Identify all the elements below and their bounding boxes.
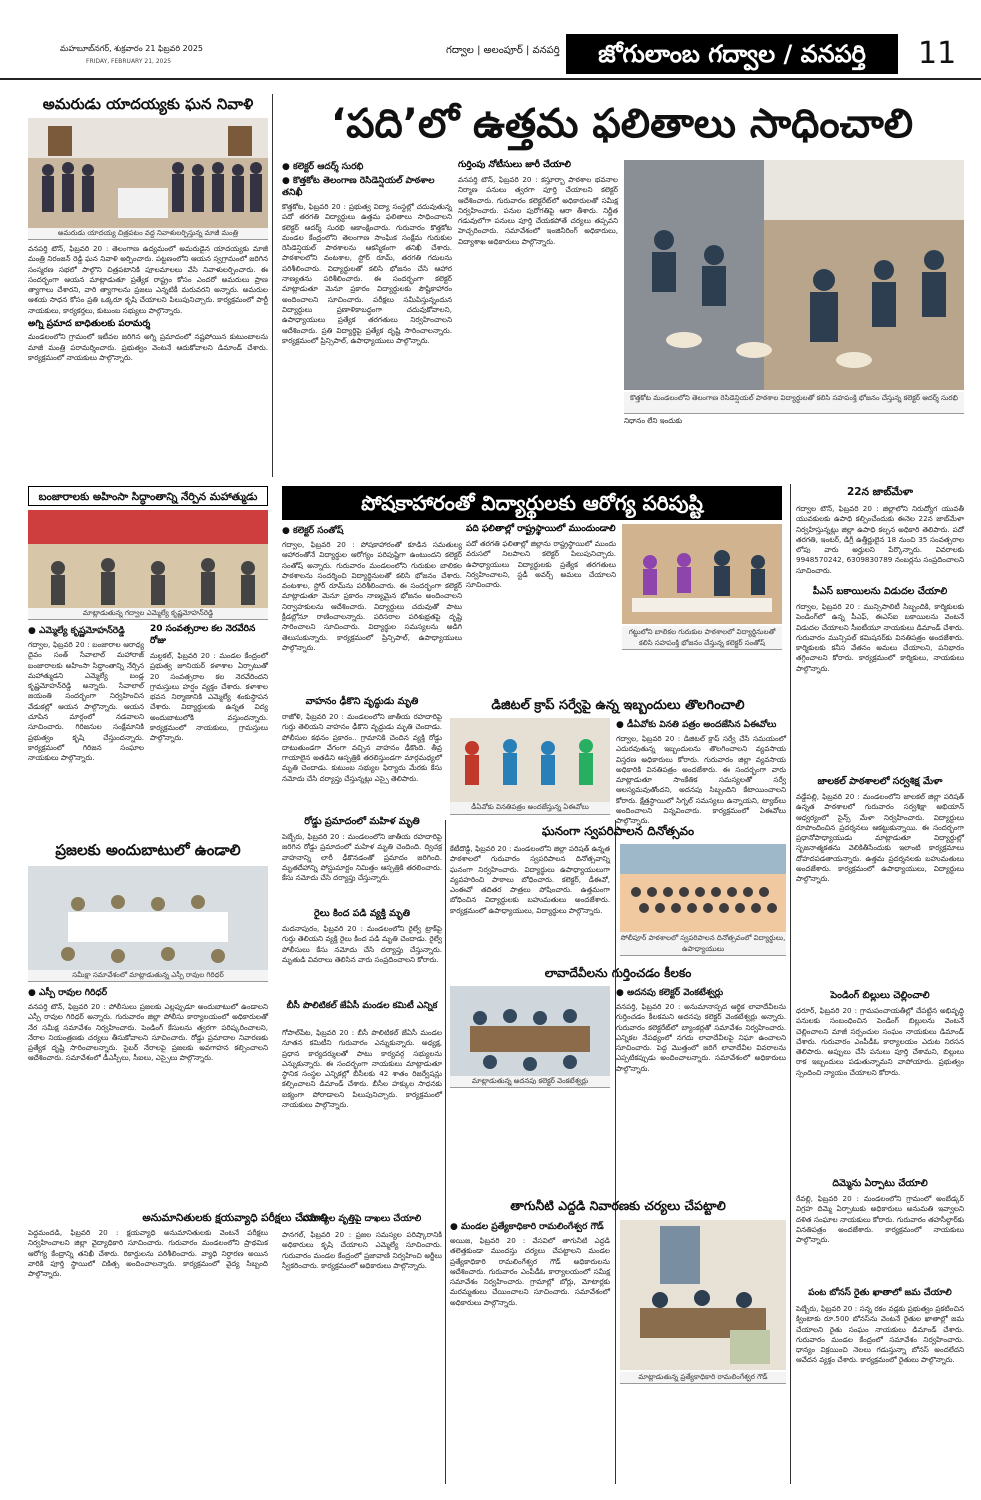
article-text: మల్దకల్‌, ఫిబ్రవరి 20 : మండల కేంద్రంలో ప్రభుత్వ జూనియర్‌ కళాశాల ఏర్పాటుతో 20 సంవత్సరాల కల నెరవేరిందని గ్రామస్తులు హర్షం వ్యక్తం చేశారు. కళాశాల భవన నిర్మాణానికి ఎమ్మెల్యే శంకుస్థాపన చేశారు. విద్యార్థులకు ఉన్నత విద్య అందుబాటులోకి వస్తుందన్నారు. కార్యక్రమంలో నాయకులు, గ్రామస్తులు పాల్గొన్నారు. [150,651,268,743]
article-text: గద్వాల, ఫిబ్రవరి 20 : పోషకాహారంతో కూడిన సమతుల్య ఆహారంతోనే విద్యార్థుల ఆరోగ్యం పరిపుష్టిగా ఉంటుందని కలెక్టర్‌ సంతోష్‌ అన్నారు. గురువారం మండలంలోని గురుకుల బాలికల పాఠశాలను సందర్శించి విద్యార్థినులతో కలిసి భోజనం చేశారు. వంటశాల, స్టోర్‌ రూమ్‌ను పరిశీలించారు. ఈ సందర్భంగా కలెక్టర్‌ మాట్లాడుతూ మెనూ ప్రకారం నాణ్యమైన భోజనం అందించాలని నిర్వాహకులను ఆదేశించారు. విద్యార్థులు చదువుతో పాటు క్రీడల్లోనూ రాణించాలన్నారు. పరిసరాల పరిశుభ్రతపై దృష్టి సారించాలని సూచించారు. విద్యార్థుల సమస్యలను అడిగి తెలుసుకున్నారు. కార్యక్రమంలో ప్రిన్సిపాల్‌, ఉపాధ్యాయులు పాల్గొన్నారు. [282,540,462,652]
headline: 22న జాబ్‌మేళా [846,486,914,498]
prajalaku-photo [28,866,268,970]
headline: పంట బోనస్‌ రైతు ఖాతాలో జమ చేయాలి [808,1288,952,1298]
banjara-photo [28,510,268,608]
taguneeti-caption: మాట్లాడుతున్న ప్రత్యేకాధికారి రామలింగేశ్వర గౌడ్‌ [620,1372,786,1384]
ghanam-headline-block [450,822,786,840]
dimmenu-headline-block [796,1178,964,1192]
poshaka-headline: పోషకాహారంతో విద్యార్థులకు ఆరోగ్య పరిపుష్టి [282,486,782,520]
bullet-text: డీఏవోకు వినతి పత్రం అందజేసిన ఏఈవోలు [627,720,777,730]
pending-headline-block [796,990,964,1004]
page-number: 11 [918,36,957,71]
taguneeti-col [450,1220,610,1482]
masthead [0,0,981,80]
bc-headline-block [282,1000,442,1026]
padi-photo-label [624,416,964,478]
roddu-body: పెబ్బేరు, ఫిబ్రవరి 20 : మండలంలోని జాతీయ రహదారిపై జరిగిన రోడ్డు ప్రమాదంలో మహిళ మృతి చెందింది. ద్విచక్ర వాహనాన్ని లారీ ఢీకొనడంతో ప్రమాదం జరిగింది. మృతదేహాన్ని పోస్టుమార్టం నిమిత్తం ఆస్పత్రికి తరలించారు. కేసు నమోదు చేసి దర్యాప్తు చేస్తున్నారు. [282,832,442,883]
lavadevi-col [616,986,786,1086]
panta-headline-block [796,1288,964,1302]
banjara-col1 [28,624,144,834]
headline: డిజిటల్‌ క్రాప్‌ సర్వేపై ఉన్న ఇబ్బందులు తొలగించాలి [491,698,745,713]
bullet-text: కలెక్టర్‌ ఆదర్శ్‌ సురభి [293,162,364,172]
digital-col [616,718,786,826]
amarudu-body [28,244,268,476]
peesh-headline-block [796,586,964,600]
bullet-text: అదనపు కలెక్టర్‌ వెంకటేశ్వర్లు [627,988,724,998]
main-headline: ‘పది’లో ఉత్తమ ఫలితాలు సాధించాలి [330,101,914,147]
padi-bullet-2: ● కొత్తకోట తెలంగాణ రెసిడెన్షియల్‌ పాఠశాల తనిఖీ [282,176,435,198]
panta-body: పెబ్బేరు, ఫిబ్రవరి 20 : సన్న రకం వడ్లకు ప్రభుత్వం ప్రకటించిన క్వింటాకు రూ.500 బోనస్‌ను వెంటనే రైతుల ఖాతాల్లో జమ చేయాలని రైతు సంఘం నాయకులు డిమాండ్‌ చేశారు. గురువారం మండల కేంద్రంలో సమావేశం నిర్వహించారు. ధాన్యం విక్రయించి నెలలు గడుస్తున్నా బోనస్‌ అందలేదని ఆవేదన వ్యక్తం చేశారు. కార్యక్రమంలో రైతులు పాల్గొన్నారు. [796,1304,964,1365]
janjabi-body: గద్వాల టౌన్‌, ఫిబ్రవరి 20 : జిల్లాలోని నిరుద్యోగ యువతీ యువకులకు ఉపాధి కల్పించేందుకు ఈనెల 22న జాబ్‌మేళా నిర్వహిస్తున్నట్లు జిల్లా ఉపాధి కల్పన అధికారి తెలిపారు. పదో తరగతి, ఇంటర్‌, డిగ్రీ ఉత్తీర్ణులైన 18 నుంచి 35 సంవత్సరాల లోపు వారు అర్హులని పేర్కొన్నారు. వివరాలకు 9948570242, 6309830789 నంబర్లను సంప్రదించాలని సూచించారు. [796,504,964,575]
headline: అమరుడు యాదయ్యకు ఘన నివాళి [42,95,254,113]
headline: ప్రజలకు అందుబాటులో ఉండాలి [55,841,241,859]
bullet-text: ఎస్పీ రావుల గిరిధర్‌ [39,988,108,998]
article-text: నిధానం లేని ఇందుకు [624,416,683,425]
prajalaku-bullet: ● ఎస్పీ రావుల గిరిధర్‌ [28,988,108,998]
janjabi-headline-block [796,486,964,502]
roddu-headline-block [282,816,442,830]
padi-col2 [458,160,618,476]
lavadevi-body-cont [450,1092,786,1192]
article-text: వనపర్తి టౌన్‌, ఫిబ్రవరి 20 : పోలీసులు ప్రజలకు ఎల్లప్పుడూ అందుబాటులో ఉండాలని ఎస్పీ రావుల గిరిధర్‌ అన్నారు. గురువారం జిల్లా పోలీసు కార్యాలయంలో అధికారులతో నేర సమీక్ష సమావేశం నిర్వహించారు. పెండింగ్‌ కేసులను త్వరగా పరిష్కరించాలని, నేరాల నియంత్రణకు చర్యలు తీసుకోవాలని సూచించారు. రోడ్డు ప్రమాదాల నివారణకు ప్రత్యేక దృష్టి సారించాలన్నారు. సైబర్‌ నేరాలపై ప్రజలకు అవగాహన కల్పించాలని ఆదేశించారు. సమావేశంలో డీఎస్పీలు, సీఐలు, ఎస్సైలు పాల్గొన్నారు. [28,1002,268,1063]
headline: పీఎస్‌ బకాయిలను విడుదల చేయాలి [812,586,948,597]
padi-headline-block [282,92,962,156]
amarudu-headline-block [28,92,268,116]
padi-photo [624,160,964,390]
article-text: పదో తరగతి ఫలితాల్లో జిల్లాను రాష్ట్రస్థాయిలో ముందు వరుసలో నిలపాలని కలెక్టర్‌ పిలుపునిచ్చారు. ఉపాధ్యాయులు విద్యార్థులకు ప్రత్యేక తరగతులు నిర్వహించాలని, స్టడీ అవర్స్‌ అమలు చేయాలని సూచించారు. [466,539,616,590]
subhead: 20 సంవత్సరాల కల నెరవేరిన రోజు [150,624,256,646]
vahanam-body: రాజోళి, ఫిబ్రవరి 20 : మండలంలోని జాతీయ రహదారిపై గుర్తు తెలియని వాహనం ఢీకొని వృద్ధుడు మృతి చెందాడు. పోలీసుల కథనం ప్రకారం.. గ్రామానికి చెందిన వ్యక్తి రోడ్డు దాటుతుండగా వేగంగా వచ్చిన వాహనం ఢీకొంది. తీవ్ర గాయాలైన అతడిని ఆస్పత్రికి తరలిస్తుండగా మార్గమధ్యలో మృతి చెందాడు. కుటుంబ సభ్యుల ఫిర్యాదు మేరకు కేసు నమోదు చేసి దర్యాప్తు చేస్తున్నట్లు ఎస్సై తెలిపారు. [282,712,442,783]
headline: వాహనం ఢీకొని వృద్ధుడు మృతి [305,696,419,707]
article-text: గద్వాల, ఫిబ్రవరి 20 : డిజిటల్‌ క్రాప్‌ సర్వే చేసే సమయంలో ఎదురవుతున్న ఇబ్బందులను తొలగించాలని వ్యవసాయ విస్తరణ అధికారులు కోరారు. గురువారం జిల్లా వ్యవసాయ అధికారికి వినతిపత్రం అందజేశారు. ఈ సందర్భంగా వారు మాట్లాడుతూ సాంకేతిక సమస్యలతో సర్వే ఆలస్యమవుతోందని, అదనపు సిబ్బందిని కేటాయించాలని కోరారు. క్షేత్రస్థాయిలో సిగ్నల్‌ సమస్యలు ఉన్నాయని, ట్యాబ్‌లు అందించాలని విన్నవించారు. కార్యక్రమంలో ఏఈవోలు పాల్గొన్నారు. [616,734,786,826]
banjara-col2 [150,624,268,834]
padi-bullet-1: ● కలెక్టర్‌ ఆదర్శ్‌ సురభి [282,162,364,172]
article-text: వనపర్తి, ఫిబ్రవరి 20 : అనుమానాస్పద ఆర్థిక లావాదేవీలను గుర్తించడం కీలకమని అదనపు కలెక్టర్‌ వెంకటేశ్వర్లు అన్నారు. గురువారం కలెక్టరేట్‌లో బ్యాంకర్లతో సమావేశం నిర్వహించారు. ఎన్నికల నేపథ్యంలో నగదు లావాదేవీలపై నిఘా ఉంచాలని సూచించారు. పెద్ద మొత్తంలో జరిగే లావాదేవీల వివరాలను ఎప్పటికప్పుడు అందించాలన్నారు. సమావేశంలో అధికారులు పాల్గొన్నారు. [616,1002,786,1073]
article-text: గద్వాల, ఫిబ్రవరి 20 : బంజారాల ఆరాధ్య దైవం సంత్‌ సేవాలాల్‌ మహారాజ్‌ బంజారాలకు అహింసా సిద్ధాంతాన్ని నేర్పిన మహాత్ముడని ఎమ్మెల్యే బండ్ల కృష్ణమోహన్‌రెడ్డి అన్నారు. సేవాలాల్‌ జయంతి సందర్భంగా నిర్వహించిన వేడుకల్లో ఆయన పాల్గొన్నారు. ఆయన చూపిన మార్గంలో నడవాలని సూచించారు. గిరిజనుల సంక్షేమానికి ప్రభుత్వం కృషి చేస్తుందన్నారు. కార్యక్రమంలో గిరిజన సంఘాల నాయకులు పాల్గొన్నారు. [28,640,144,763]
article-text: మండలంలోని గ్రామంలో ఇటీవల జరిగిన అగ్ని ప్రమాదంలో నష్టపోయిన కుటుంబాలను మాజీ మంత్రి పరామర్శించారు. ప్రభుత్వం వెంటనే ఆదుకోవాలని డిమాండ్‌ చేశారు. కార్యక్రమంలో నాయకులు పాల్గొన్నారు. [28,332,268,362]
taguneeti-headline-block [450,1196,786,1216]
dimmenu-body: రేవల్లి, ఫిబ్రవరి 20 : మండలంలోని గ్రామంలో అంబేడ్కర్‌ విగ్రహ దిమ్మె ఏర్పాటుకు అధికారులు అనుమతి ఇవ్వాలని దళిత సంఘాల నాయకులు కోరారు. గురువారం తహసీల్దార్‌కు వినతిపత్రం అందజేశారు. కార్యక్రమంలో నాయకులు పాల్గొన్నారు. [796,1194,964,1245]
ghanam-body: కేటీదొడ్డి, ఫిబ్రవరి 20 : మండలంలోని జిల్లా పరిషత్‌ ఉన్నత పాఠశాలలో గురువారం స్వపరిపాలన దినోత్సవాన్ని ఘనంగా నిర్వహించారు. విద్యార్థులు ఉపాధ్యాయులుగా వ్యవహరించి పాఠాలు బోధించారు. కలెక్టర్‌, డీఈవో, ఎంఈవో తదితర పాత్రలు పోషించారు. ఉత్తమంగా బోధించిన విద్యార్థులకు బహుమతులు అందజేశారు. కార్యక్రమంలో ఉపాధ్యాయులు, విద్యార్థులు పాల్గొన్నారు. [450,844,610,915]
amarudu-caption: అమరుడు యాదయ్య చిత్రపటం వద్ద నివాళులర్పిస్తున్న మాజీ మంత్రి [28,228,268,240]
article-text: కొత్తకోట, ఫిబ్రవరి 20 : ప్రభుత్వ విద్యా సంస్థల్లో చదువుతున్న పదో తరగతి విద్యార్థులు ఉత్తమ ఫలితాలు సాధించాలని కలెక్టర్‌ ఆదర్శ్‌ సురభి ఆకాంక్షించారు. గురువారం కొత్తకోట మండల కేంద్రంలోని తెలంగాణ సాంఘిక సంక్షేమ గురుకుల రెసిడెన్షియల్‌ పాఠశాలను ఆకస్మికంగా తనిఖీ చేశారు. పాఠశాలలోని వంటశాల, స్టోర్‌ రూమ్‌, తరగతి గదులను పరిశీలించారు. విద్యార్థులతో కలిసి భోజనం చేసి ఆహార నాణ్యతను పరిశీలించారు. ఈ సందర్భంగా కలెక్టర్‌ మాట్లాడుతూ మెనూ ప్రకారం విద్యార్థులకు పౌష్టికాహారం అందించాలని సూచించారు. పరీక్షలు సమీపిస్తున్నందున విద్యార్థులు ప్రణాళికాబద్ధంగా చదువుకోవాలని, ఉపాధ్యాయులు ప్రత్యేక తరగతులు నిర్వహించాలని ఆదేశించారు. ప్రతి విద్యార్థిపై ప్రత్యేక దృష్టి సారించాలన్నారు. కార్యక్రమంలో ప్రిన్సిపాల్‌, ఉపాధ్యాయులు పాల్గొన్నారు. [282,202,452,345]
samasyala-body: పానగల్‌, ఫిబ్రవరి 20 : ప్రజల సమస్యల పరిష్కారానికి అధికారులు కృషి చేయాలని ఎమ్మెల్యే సూచించారు. గురువారం మండల కేంద్రంలో ప్రజావాణి నిర్వహించి అర్జీలు స్వీకరించారు. కార్యక్రమంలో అధికారులు పాల్గొన్నారు. [282,1230,442,1270]
bullet-text: ఎమ్మెల్యే కృష్ణమోహన్‌రెడ్డి [39,626,125,636]
poshaka-caption: గట్టులోని బాలికల గురుకుల పాఠశాలలో విద్యార్థినులతో కలిసి సహపంక్తి భోజనం చేస్తున్న కలెక్టర్‌ సంతోష్‌ [622,626,782,650]
subhead: పది ఫలితాల్లో రాష్ట్రస్థాయిలో ముందుండాలి [466,524,616,534]
headline: రైలు కింద పడి వ్యక్తి మృతి [313,908,411,919]
railu-body: మదనాపురం, ఫిబ్రవరి 20 : మండలంలోని రైల్వే ట్రాక్‌పై గుర్తు తెలియని వ్యక్తి రైలు కింద పడి మృతి చెందాడు. రైల్వే పోలీసులు కేసు నమోదు చేసి దర్యాప్తు చేస్తున్నారు. మృతుడి వివరాలు తెలిసిన వారు సంప్రదించాలని కోరారు. [282,924,442,964]
headline: జాలకల్‌ పాఠశాలలో సర్వశిక్ష మేళా [817,776,943,787]
headline: బీసీ పొలిటికల్‌ జేఏసీ మండల కమిటీ ఎన్నిక [286,1001,438,1011]
lavadevi-headline-block [450,964,786,982]
railu-headline-block [282,908,442,922]
section-title: జోగులాంబ గద్వాల / వనపర్తి [566,34,898,74]
headline: దిమ్మెను ఏర్పాటు చేయాలి [832,1178,928,1189]
digital-headline-block [450,696,786,716]
column-rule [445,820,446,1484]
lavadevi-caption: మాట్లాడుతున్న అదనపు కలెక్టర్‌ వెంకటేశ్వర్లు [450,1076,610,1088]
jalakal-headline-block [796,776,964,790]
masthead-region: గద్వాల | అలంపూర్ | వనపర్తి [446,45,560,56]
headline: తాగునీటి ఎద్దడి నివారణకు చర్యలు చేపట్టాలి [510,1198,726,1213]
headline: సమస్యల వృత్తిపై దాఖలు చేయాలి [302,1214,422,1224]
digital-photo-col [450,718,610,818]
vahanam-headline-block [282,696,442,710]
banjara-headline: బంజారాలకు అహింసా సిద్ధాంతాన్ని నేర్పిన మహాత్ముడు [28,486,268,506]
peesh-body: గద్వాల, ఫిబ్రవరి 20 : మున్సిపాలిటీ సిబ్బందికి, కార్మికులకు పెండింగ్‌లో ఉన్న పీఎఫ్‌, ఈఎస్‌ఐ బకాయిలను వెంటనే విడుదల చేయాలని సీఐటీయూ నాయకులు డిమాండ్‌ చేశారు. గురువారం మున్సిపల్‌ కమిషనర్‌కు వినతిపత్రం అందజేశారు. కార్మికులకు కనీస వేతనం అమలు చేయాలని, పనిభారం తగ్గించాలని కోరారు. కార్యక్రమంలో కార్మికులు, నాయకులు పాల్గొన్నారు. [796,602,964,673]
masthead-date: మహబూబ్‌నగర్, శుక్రవారం 21 ఫిబ్రవరి 2025 [60,44,203,53]
ghanam-caption: సోలీపూర్‌ పాఠశాలలో స్వపరిపాలన దినోత్సవంలో విద్యార్థులు, ఉపాధ్యాయులు [620,932,786,956]
ghanam-photo [620,844,786,932]
prajalaku-caption: సమీక్షా సమావేశంలో మాట్లాడుతున్న ఎస్పీ రావుల గిరిధర్‌ [28,970,268,982]
taguneeti-photo [620,1220,786,1370]
headline: లావాదేవీలను గుర్తించడం కీలకం [544,966,692,980]
article-text: అయిజ, ఫిబ్రవరి 20 : వేసవిలో తాగునీటి ఎద్దడి తలెత్తకుండా ముందస్తు చర్యలు చేపట్టాలని మండల ప్రత్యేకాధికారి రామలింగేశ్వర గౌడ్‌ అధికారులను ఆదేశించారు. గురువారం ఎంపీడీఓ కార్యాలయంలో సమీక్ష సమావేశం నిర్వహించారు. గ్రామాల్లో బోర్లు, మోటార్లకు మరమ్మతులు చేయించాలని సూచించారు. సమావేశంలో అధికారులు పాల్గొన్నారు. [450,1236,610,1307]
headline: అనుమానితులకు క్షయవ్యాధి పరీక్షలు చేయాలి [142,1212,328,1224]
article-text: వనపర్తి టౌన్‌, ఫిబ్రవరి 20 : కస్తూర్బా పాఠశాల భవనాల నిర్మాణ పనులు త్వరగా పూర్తి చేయాలని కలెక్టర్‌ ఆదేశించారు. గురువారం కలెక్టరేట్‌లో అధికారులతో సమీక్ష నిర్వహించారు. పనుల పురోగతిపై ఆరా తీశారు. నిర్ణీత గడువులోగా పనులు పూర్తి చేయకపోతే చర్యలు తప్పవని హెచ్చరించారు. సమావేశంలో ఇంజినీరింగ్‌ అధికారులు, విద్యాశాఖ అధికారులు పాల్గొన్నారు. [458,175,618,246]
poshaka-col1 [282,524,462,692]
poshaka-col2 [466,524,616,692]
anumanitulu-body: పెద్దమందడి, ఫిబ్రవరి 20 : క్షయవ్యాధి అనుమానితులకు వెంటనే పరీక్షలు నిర్వహించాలని జిల్లా వైద్యాధికారి సూచించారు. గురువారం మండలంలోని ప్రాథమిక ఆరోగ్య కేంద్రాన్ని తనిఖీ చేశారు. రికార్డులను పరిశీలించారు. వ్యాధి నిర్ధారణ అయిన వారికి పూర్తి స్థాయిలో చికిత్స అందించాలన్నారు. కార్యక్రమంలో వైద్య సిబ్బంది పాల్గొన్నారు. [28,1228,268,1279]
headline: ఘనంగా స్వపరిపాలన దినోత్సవం [541,824,695,838]
subhead: అగ్ని ప్రమాద బాధితులకు పరామర్శ [28,319,151,330]
column-rule [272,94,273,477]
lavadevi-photo [450,986,610,1076]
digital-caption: డీఏవోకు వినతిపత్రం అందజేస్తున్న ఏఈవోలు [450,802,610,815]
banjara-caption: మాట్లాడుతున్న గద్వాల ఎమ్మెల్యే కృష్ణమోహన్‌రెడ్డి [28,608,268,620]
headline: పెండింగ్‌ బిల్లులు చెల్లించాలి [830,990,930,1001]
column-rule [790,484,791,1484]
padi-col1 [282,160,452,476]
banjara-bullet: ● ఎమ్మెల్యే కృష్ణమోహన్‌రెడ్డి [28,626,125,636]
prajalaku-col [28,986,268,1206]
jalakal-body: వడ్డేపల్లి, ఫిబ్రవరి 20 : మండలంలోని జాలకల్‌ జిల్లా పరిషత్‌ ఉన్నత పాఠశాలలో గురువారం సర్వశిక్షా అభియాన్‌ ఆధ్వర్యంలో సైన్స్‌ మేళా నిర్వహించారు. విద్యార్థులు రూపొందించిన ప్రదర్శనలు ఆకట్టుకున్నాయి. ఈ సందర్భంగా ప్రధానోపాధ్యాయుడు మాట్లాడుతూ విద్యార్థుల్లో సృజనాత్మకతను వెలికితీసేందుకు ఇలాంటి కార్యక్రమాలు దోహదపడతాయన్నారు. ఉత్తమ ప్రదర్శనలకు బహుమతులు అందజేశారు. కార్యక్రమంలో ఉపాధ్యాయులు, విద్యార్థులు పాల్గొన్నారు. [796,792,964,884]
bullet-text: కలెక్టర్‌ సంతోష్‌ [293,526,344,536]
masthead-date-en: FRIDAY, FEBRUARY 21, 2025 [86,58,172,65]
bullet-text: కొత్తకోట తెలంగాణ రెసిడెన్షియల్‌ పాఠశాల తనిఖీ [282,176,435,198]
padi-caption: కొత్తకోట మండలంలోని తెలంగాణ రెసిడెన్షియల్‌ పాఠశాల విద్యార్థులతో కలిసి సహపంక్తి భోజనం చేస్తున్న కలెక్టర్‌ ఆదర్శ్‌ సురభి [624,392,964,414]
amarudu-photo [28,118,268,228]
pending-body: ధరూర్‌, ఫిబ్రవరి 20 : గ్రామపంచాయతీల్లో చేపట్టిన అభివృద్ధి పనులకు సంబంధించిన పెండింగ్‌ బిల్లులను వెంటనే చెల్లించాలని మాజీ సర్పంచుల సంఘం నాయకులు డిమాండ్‌ చేశారు. గురువారం ఎంపీడీఓ కార్యాలయం ఎదుట నిరసన తెలిపారు. అప్పులు చేసి పనులు పూర్తి చేశామని, బిల్లులు రాక ఇబ్బందులు పడుతున్నామని వాపోయారు. ప్రభుత్వం స్పందించి న్యాయం చేయాలని కోరారు. [796,1006,964,1077]
digital-photo [450,718,610,802]
bc-body: గోపాల్‌పేట, ఫిబ్రవరి 20 : బీసీ పొలిటికల్‌ జేఏసీ మండల నూతన కమిటీని గురువారం ఎన్నుకున్నారు. అధ్యక్ష, ప్రధాన కార్యదర్శులతో పాటు కార్యవర్గ సభ్యులను ఎన్నుకున్నారు. ఈ సందర్భంగా నాయకులు మాట్లాడుతూ స్థానిక సంస్థల ఎన్నికల్లో బీసీలకు 42 శాతం రిజర్వేషన్లు కల్పించాలని డిమాండ్‌ చేశారు. బీసీల హక్కుల సాధనకు ఐక్యంగా పోరాడాలని పిలుపునిచ్చారు. కార్యక్రమంలో నాయకులు పాల్గొన్నారు. [282,1028,442,1110]
taguneeti-bullet: ● మండల ప్రత్యేకాధికారి రామలింగేశ్వర గౌడ్‌ [450,1222,604,1232]
poshaka-bullet: ● కలెక్టర్‌ సంతోష్‌ [282,526,344,536]
samasyala-headline-block [282,1214,442,1228]
prajalaku-headline-block [28,838,268,862]
lavadevi-bullet: ● అదనపు కలెక్టర్‌ వెంకటేశ్వర్లు [616,988,724,998]
article-text: వనపర్తి టౌన్‌, ఫిబ్రవరి 20 : తెలంగాణ ఉద్యమంలో అమరుడైన యాదయ్యకు మాజీ మంత్రి నిరంజన్‌ రెడ్డి ఘన నివాళి అర్పించారు. పట్టణంలోని ఆయన స్వగ్రామంలో జరిగిన సంస్మరణ సభలో పాల్గొని చిత్రపటానికి పూలమాలలు వేసి నివాళులర్పించారు. ఈ సందర్భంగా ఆయన మాట్లాడుతూ ప్రత్యేక రాష్ట్రం కోసం ఎందరో అమరులు ప్రాణ త్యాగాలు చేశారని, వారి త్యాగాలను ప్రజలు ఎన్నటికీ మరువరని అన్నారు. అమరుల ఆశయ సాధన కోసం ప్రతి ఒక్కరూ కృషి చేయాలని పిలుపునిచ్చారు. కార్యక్రమంలో పార్టీ నాయకులు, కార్యకర్తలు, కుటుంబ సభ్యులు పాల్గొన్నారు. [28,244,268,315]
subhead: గుర్తింపు నోటీసులు జారీ చేయాలి [458,160,571,170]
poshaka-photo [622,524,782,624]
digital-bullet: ● డీఏవోకు వినతి పత్రం అందజేసిన ఏఈవోలు [616,720,777,730]
bullet-text: మండల ప్రత్యేకాధికారి రామలింగేశ్వర గౌడ్‌ [461,1222,604,1232]
headline: రోడ్డు ప్రమాదంలో మహిళ మృతి [304,816,420,827]
